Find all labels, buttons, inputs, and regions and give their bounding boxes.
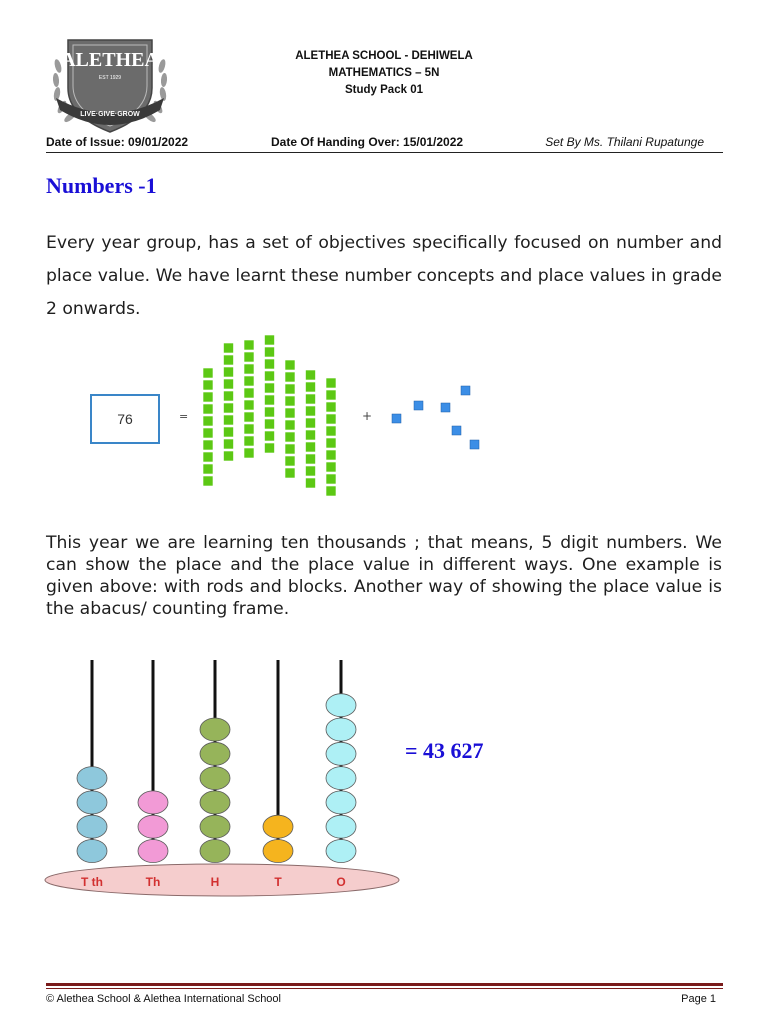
place-value-label: Th: [145, 875, 161, 889]
unit-block: [470, 440, 479, 449]
document-meta-row: [46, 135, 722, 151]
set-by: Set By Ms. Thilani Rupatunge: [545, 135, 704, 149]
abacus-rod: [138, 660, 168, 863]
abacus-rod: [200, 660, 230, 863]
abacus-bead: [138, 815, 168, 838]
footer-copyright: © Alethea School & Alethea International School: [46, 993, 281, 1005]
ten-rod: [224, 343, 234, 461]
number-box: 76: [90, 394, 160, 444]
unit-block: [414, 401, 423, 410]
ten-rod: [285, 360, 295, 478]
abacus-bead: [138, 791, 168, 814]
abacus-value: = 43 627: [405, 738, 484, 763]
ten-rod: [265, 335, 275, 453]
unit-block: [452, 426, 461, 435]
intro-paragraph: Every year group, has a set of objectives specifically focused on number and place value. We have learnt these number concepts and place values in grade 2 onwards.: [46, 233, 722, 319]
abacus-bead: [200, 840, 230, 863]
unit-blocks: [385, 380, 485, 460]
page-title: Numbers -1: [46, 173, 157, 198]
abacus-bead: [326, 815, 356, 838]
place-value-label: O: [336, 875, 346, 889]
header-divider: [46, 152, 723, 153]
abacus-bead: [77, 840, 107, 863]
subject-line: MATHEMATICS – 5N: [328, 67, 440, 79]
plus-sign: +: [362, 409, 373, 423]
school-logo: [48, 36, 172, 140]
abacus-bead: [138, 840, 168, 863]
unit-block: [441, 403, 450, 412]
abacus-bead: [200, 815, 230, 838]
abacus-bead: [326, 718, 356, 741]
footer-divider-thin: [46, 988, 723, 989]
equals-sign: =: [179, 410, 189, 423]
footer-divider: [46, 983, 723, 986]
unit-block: [392, 414, 401, 423]
school-name: ALETHEA SCHOOL - DEHIWELA: [295, 50, 473, 62]
unit-block: [461, 386, 470, 395]
school-heading: [254, 48, 514, 99]
abacus-bead: [326, 840, 356, 863]
page-number: Page 1: [681, 993, 716, 1005]
abacus-bead: [263, 840, 293, 863]
tens-rods: [195, 335, 355, 500]
abacus-bead: [200, 767, 230, 790]
abacus: [40, 650, 410, 900]
abacus-bead: [326, 791, 356, 814]
abacus-bead: [326, 694, 356, 717]
abacus-bead: [77, 767, 107, 790]
abacus-bead: [200, 742, 230, 765]
date-of-issue: Date of Issue: 09/01/2022: [46, 135, 189, 149]
place-value-label: T th: [81, 875, 103, 889]
abacus-rod: [326, 660, 356, 863]
svg-text:EST 1929: EST 1929: [98, 75, 122, 81]
abacus-rod: [263, 660, 293, 863]
date-handing-over: Date Of Handing Over: 15/01/2022: [271, 135, 464, 149]
abacus-bead: [200, 718, 230, 741]
svg-text:LIVE·GIVE·GROW: LIVE·GIVE·GROW: [80, 111, 140, 118]
place-value-paragraph: This year we are learning ten thousands ; that means, 5 digit numbers. We can show the place and the place value in different ways. One example is given above: with rods and blocks. Another way of showing the place value is the abacus/ counting frame.: [46, 533, 722, 619]
school-crest-icon: [48, 36, 172, 140]
abacus-rod: [77, 660, 107, 863]
study-pack-line: Study Pack 01: [345, 84, 423, 96]
abacus-bead: [326, 767, 356, 790]
abacus-bead: [77, 791, 107, 814]
ten-rod: [203, 368, 213, 486]
abacus-bead: [263, 815, 293, 838]
ten-rod: [326, 378, 336, 496]
abacus-bead: [77, 815, 107, 838]
abacus-bead: [200, 791, 230, 814]
ten-rod: [244, 340, 254, 458]
place-value-label: T: [274, 875, 282, 889]
svg-text:ALETHEA: ALETHEA: [61, 49, 159, 71]
ten-rod: [306, 370, 316, 488]
abacus-bead: [326, 742, 356, 765]
place-value-label: H: [210, 875, 220, 889]
